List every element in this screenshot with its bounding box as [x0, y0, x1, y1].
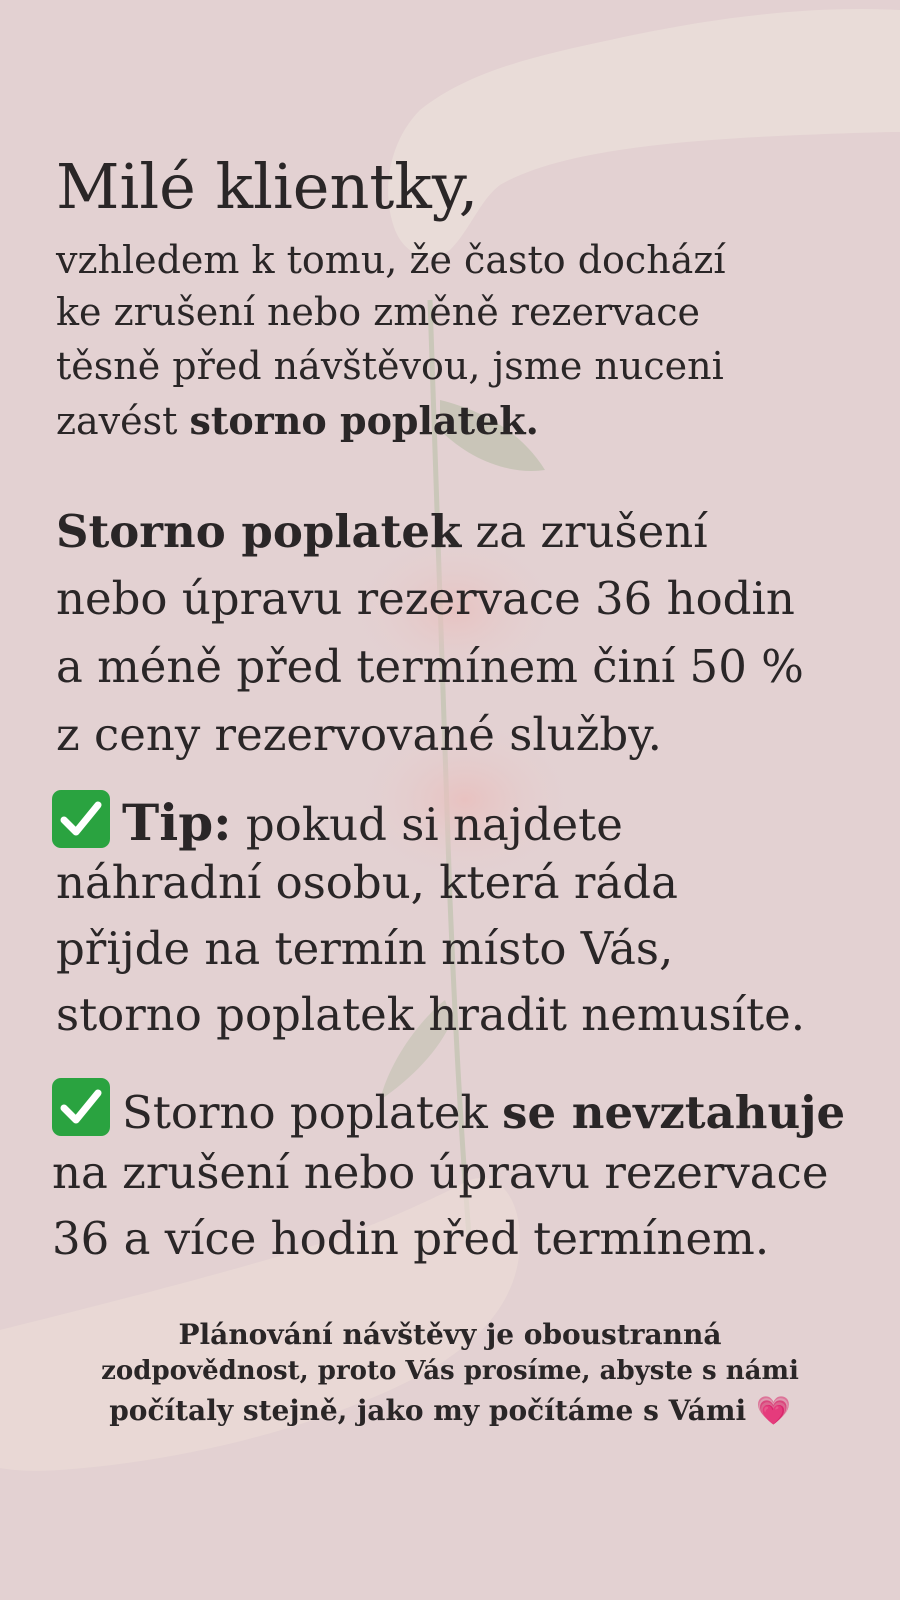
intro-bold-text: storno poplatek.	[189, 398, 539, 443]
intro-line-4	[56, 398, 539, 443]
fee-text: za zrušení	[461, 505, 708, 558]
fee-line-4: z ceny rezervované služby.	[56, 708, 662, 761]
intro-text: zavést	[56, 399, 190, 443]
footer-line-1: Plánování návštěvy je oboustranná	[178, 1318, 722, 1351]
heart-icon: 💗	[755, 1394, 791, 1427]
tip-line-2: náhradní osobu, která ráda	[56, 856, 678, 909]
greeting-heading: Milé klientky,	[56, 150, 479, 223]
check-mark-icon	[52, 1078, 110, 1136]
tip-label: Tip:	[122, 793, 232, 852]
check-mark-icon	[52, 790, 110, 848]
exception-line-1	[52, 1078, 845, 1139]
tip-line-3: přijde na termín místo Vás,	[56, 922, 674, 975]
footer-line-3	[0, 1394, 900, 1427]
tip-line-1	[52, 790, 623, 852]
footer-line-2: zodpovědnost, proto Vás prosíme, abyste s námi	[101, 1356, 799, 1386]
exception-line-3: 36 a více hodin před termínem.	[52, 1212, 770, 1265]
tip-text: pokud si najdete	[231, 798, 623, 851]
fee-bold-text: Storno poplatek	[56, 505, 462, 558]
fee-line-1	[56, 505, 708, 558]
fee-line-3: a méně před termínem činí 50 %	[56, 640, 804, 693]
tip-line-4: storno poplatek hradit nemusíte.	[56, 988, 806, 1041]
exception-text: Storno poplatek	[122, 1086, 503, 1139]
exception-line-2: na zrušení nebo úpravu rezervace	[52, 1146, 829, 1199]
fee-line-2: nebo úpravu rezervace 36 hodin	[56, 572, 795, 625]
intro-line-3: těsně před návštěvou, jsme nuceni	[56, 344, 724, 388]
exception-bold-text: se nevztahuje	[502, 1086, 846, 1139]
intro-line-1: vzhledem k tomu, že často dochází	[56, 238, 726, 282]
intro-line-2: ke zrušení nebo změně rezervace	[56, 290, 700, 334]
footer-text: počítaly stejně, jako my počítáme s Vámi	[109, 1394, 756, 1427]
